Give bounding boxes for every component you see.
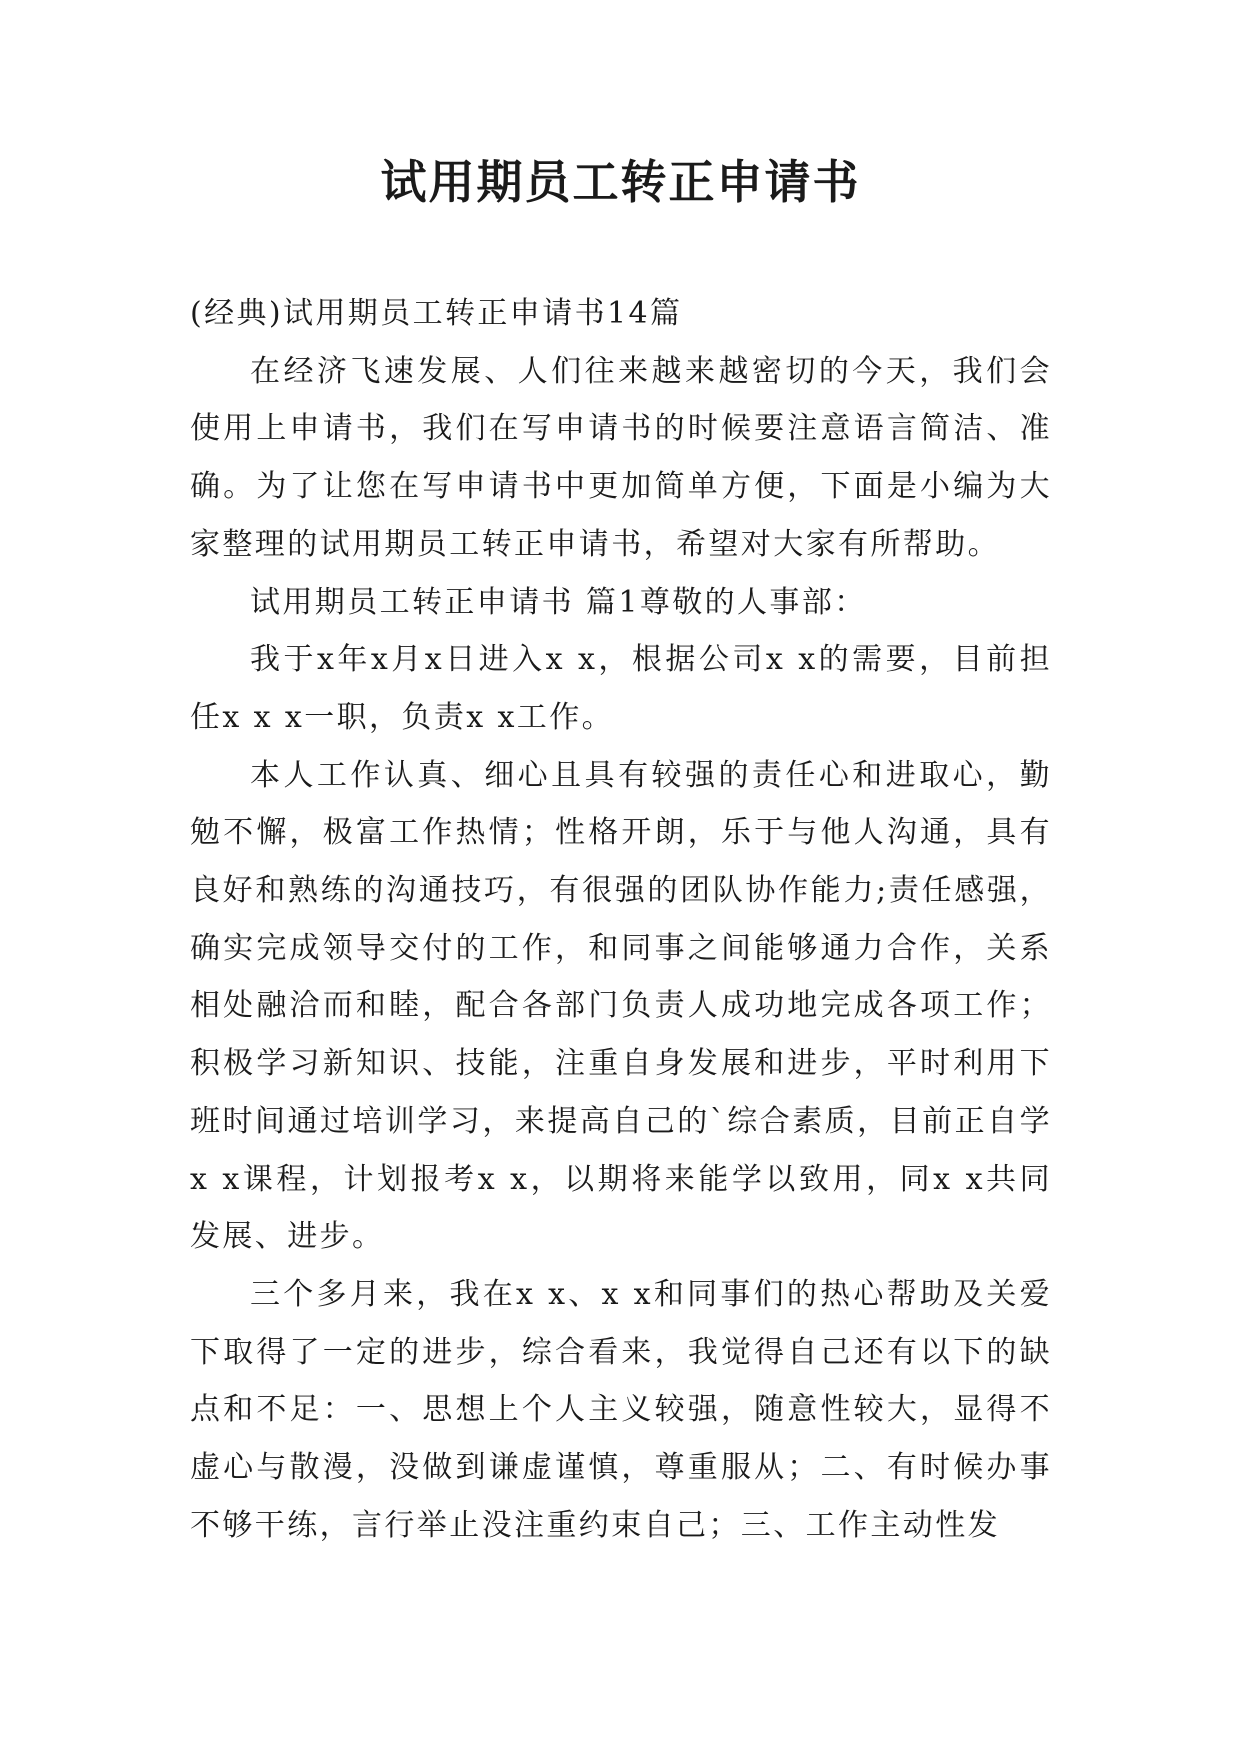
paragraph-intro: 在经济飞速发展、人们往来越来越密切的今天，我们会使用上申请书，我们在写申请书的时候要注意语言简洁、准确。为了让您在写申请书中更加简单方便，下面是小编为大家整理的试用期员工转正申请书，希望对大家有所帮助。 — [190, 353, 1052, 562]
document-body — [190, 285, 1052, 1554]
paragraph-self-evaluation: 本人工作认真、细心且具有较强的责任心和进取心，勤勉不懈，极富工作热情；性格开朗，乐于与他人沟通，具有良好和熟练的沟通技巧，有很强的团队协作能力;责任感强，确实完成领导交付的工作，和同事之间能够通力合作，关系相处融洽而和睦，配合各部门负责人成功地完成各项工作；积极学习新知识、技能，注重自身发展和进步，平时利用下班时间通过培训学习，来提高自己的`综合素质，目前正自学x x课程，计划报考x x，以期将来能学以致用，同x x共同发展、进步。 — [190, 757, 1052, 1255]
document-subtitle: (经典)试用期员工转正申请书14篇 — [190, 296, 683, 331]
paragraph-entry: 我于x年x月x日进入x x，根据公司x x的需要，目前担任x x x一职，负责x x工作。 — [190, 642, 1052, 735]
paragraph-salutation: 试用期员工转正申请书 篇1尊敬的人事部： — [250, 584, 867, 620]
paragraph-shortcomings: 三个多月来，我在x x、x x和同事们的热心帮助及关爱下取得了一定的进步，综合看来，我觉得自己还有以下的缺点和不足：一、思想上个人主义较强，随意性较大，显得不虚心与散漫，没做到谦虚谨慎，尊重服从；二、有时候办事不够干练，言行举止没注重约束自己；三、工作主动性发 — [190, 1276, 1052, 1543]
document-title: 试用期员工转正申请书 — [380, 155, 861, 209]
